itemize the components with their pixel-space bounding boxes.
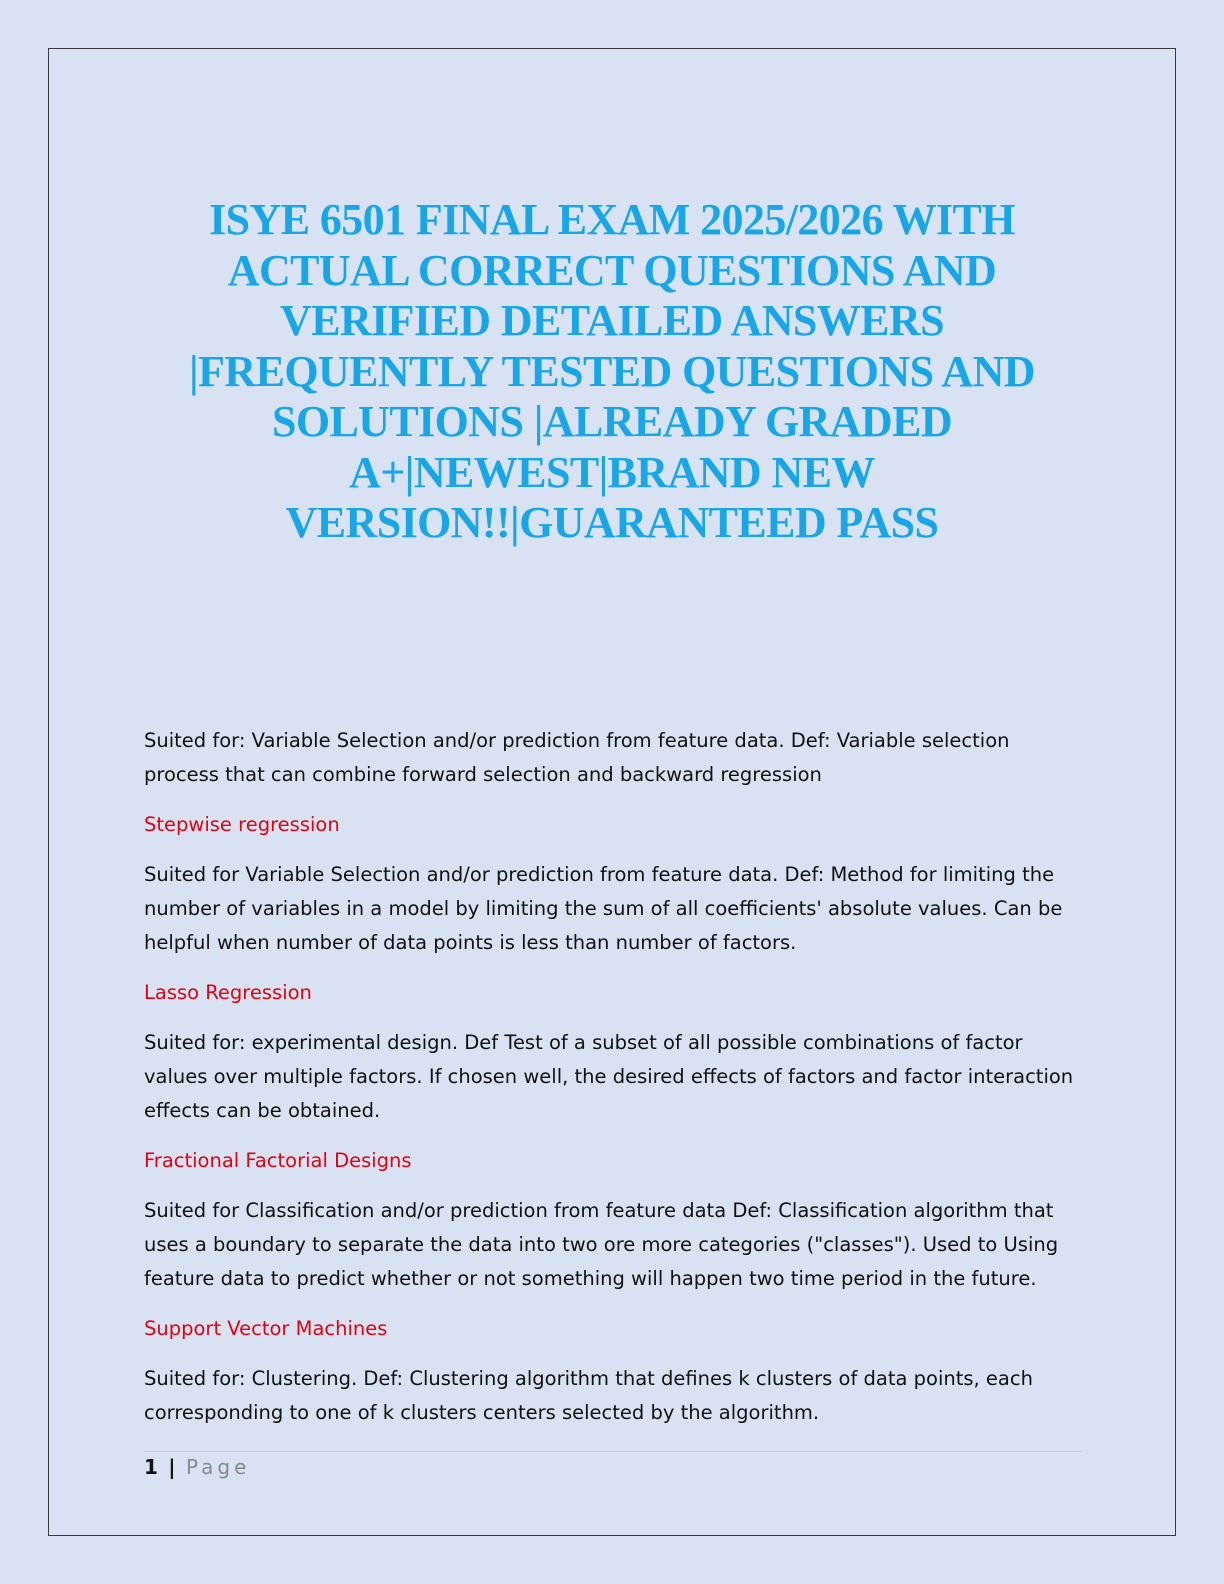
footer-divider — [144, 1451, 1082, 1452]
page-number: 1 — [144, 1455, 158, 1479]
document-body — [144, 724, 1084, 1446]
footer-separator: | — [168, 1455, 176, 1479]
definition-paragraph: Suited for: experimental design. Def Test of a subset of all possible combinations of factor values over multiple factors. If chosen well, the desired effects of factors and factor interaction effects can be obtained. — [144, 1031, 1074, 1122]
page-footer — [144, 1453, 250, 1481]
term-answer: Fractional Factorial Designs — [144, 1149, 412, 1172]
page-label: Page — [185, 1455, 251, 1479]
definition-paragraph: Suited for: Variable Selection and/or prediction from feature data. Def: Variable selection process that can combine forward selection and backward regression — [144, 729, 1010, 786]
term-answer: Lasso Regression — [144, 981, 312, 1004]
definition-paragraph: Suited for: Clustering. Def: Clustering algorithm that defines k clusters of data points, each corresponding to one of k clusters centers selected by the algorithm. — [144, 1367, 1033, 1424]
document-title: ISYE 6501 FINAL EXAM 2025/2026 WITH ACTUAL CORRECT QUESTIONS AND VERIFIED DETAILED ANSWERS |FREQUENTLY TESTED QUESTIONS AND SOLUTIONS |ALREADY GRADED A+|NEWEST|BRAND NEW VERSION!!|GUARANTEED PASS — [189, 195, 1035, 547]
term-answer: Support Vector Machines — [144, 1317, 388, 1340]
definition-paragraph: Suited for Classification and/or prediction from feature data Def: Classification algorithm that uses a boundary to separate the data into two ore more categories ("classes"). Used to Using feature data to predict whether or not something will happen two time period in the future. — [144, 1199, 1059, 1290]
term-answer: Stepwise regression — [144, 813, 340, 836]
definition-paragraph: Suited for Variable Selection and/or prediction from feature data. Def: Method for limiting the number of variables in a model by limiting the sum of all coefficients' absolute values. Can be helpful when number of data points is less than number of factors. — [144, 863, 1063, 954]
